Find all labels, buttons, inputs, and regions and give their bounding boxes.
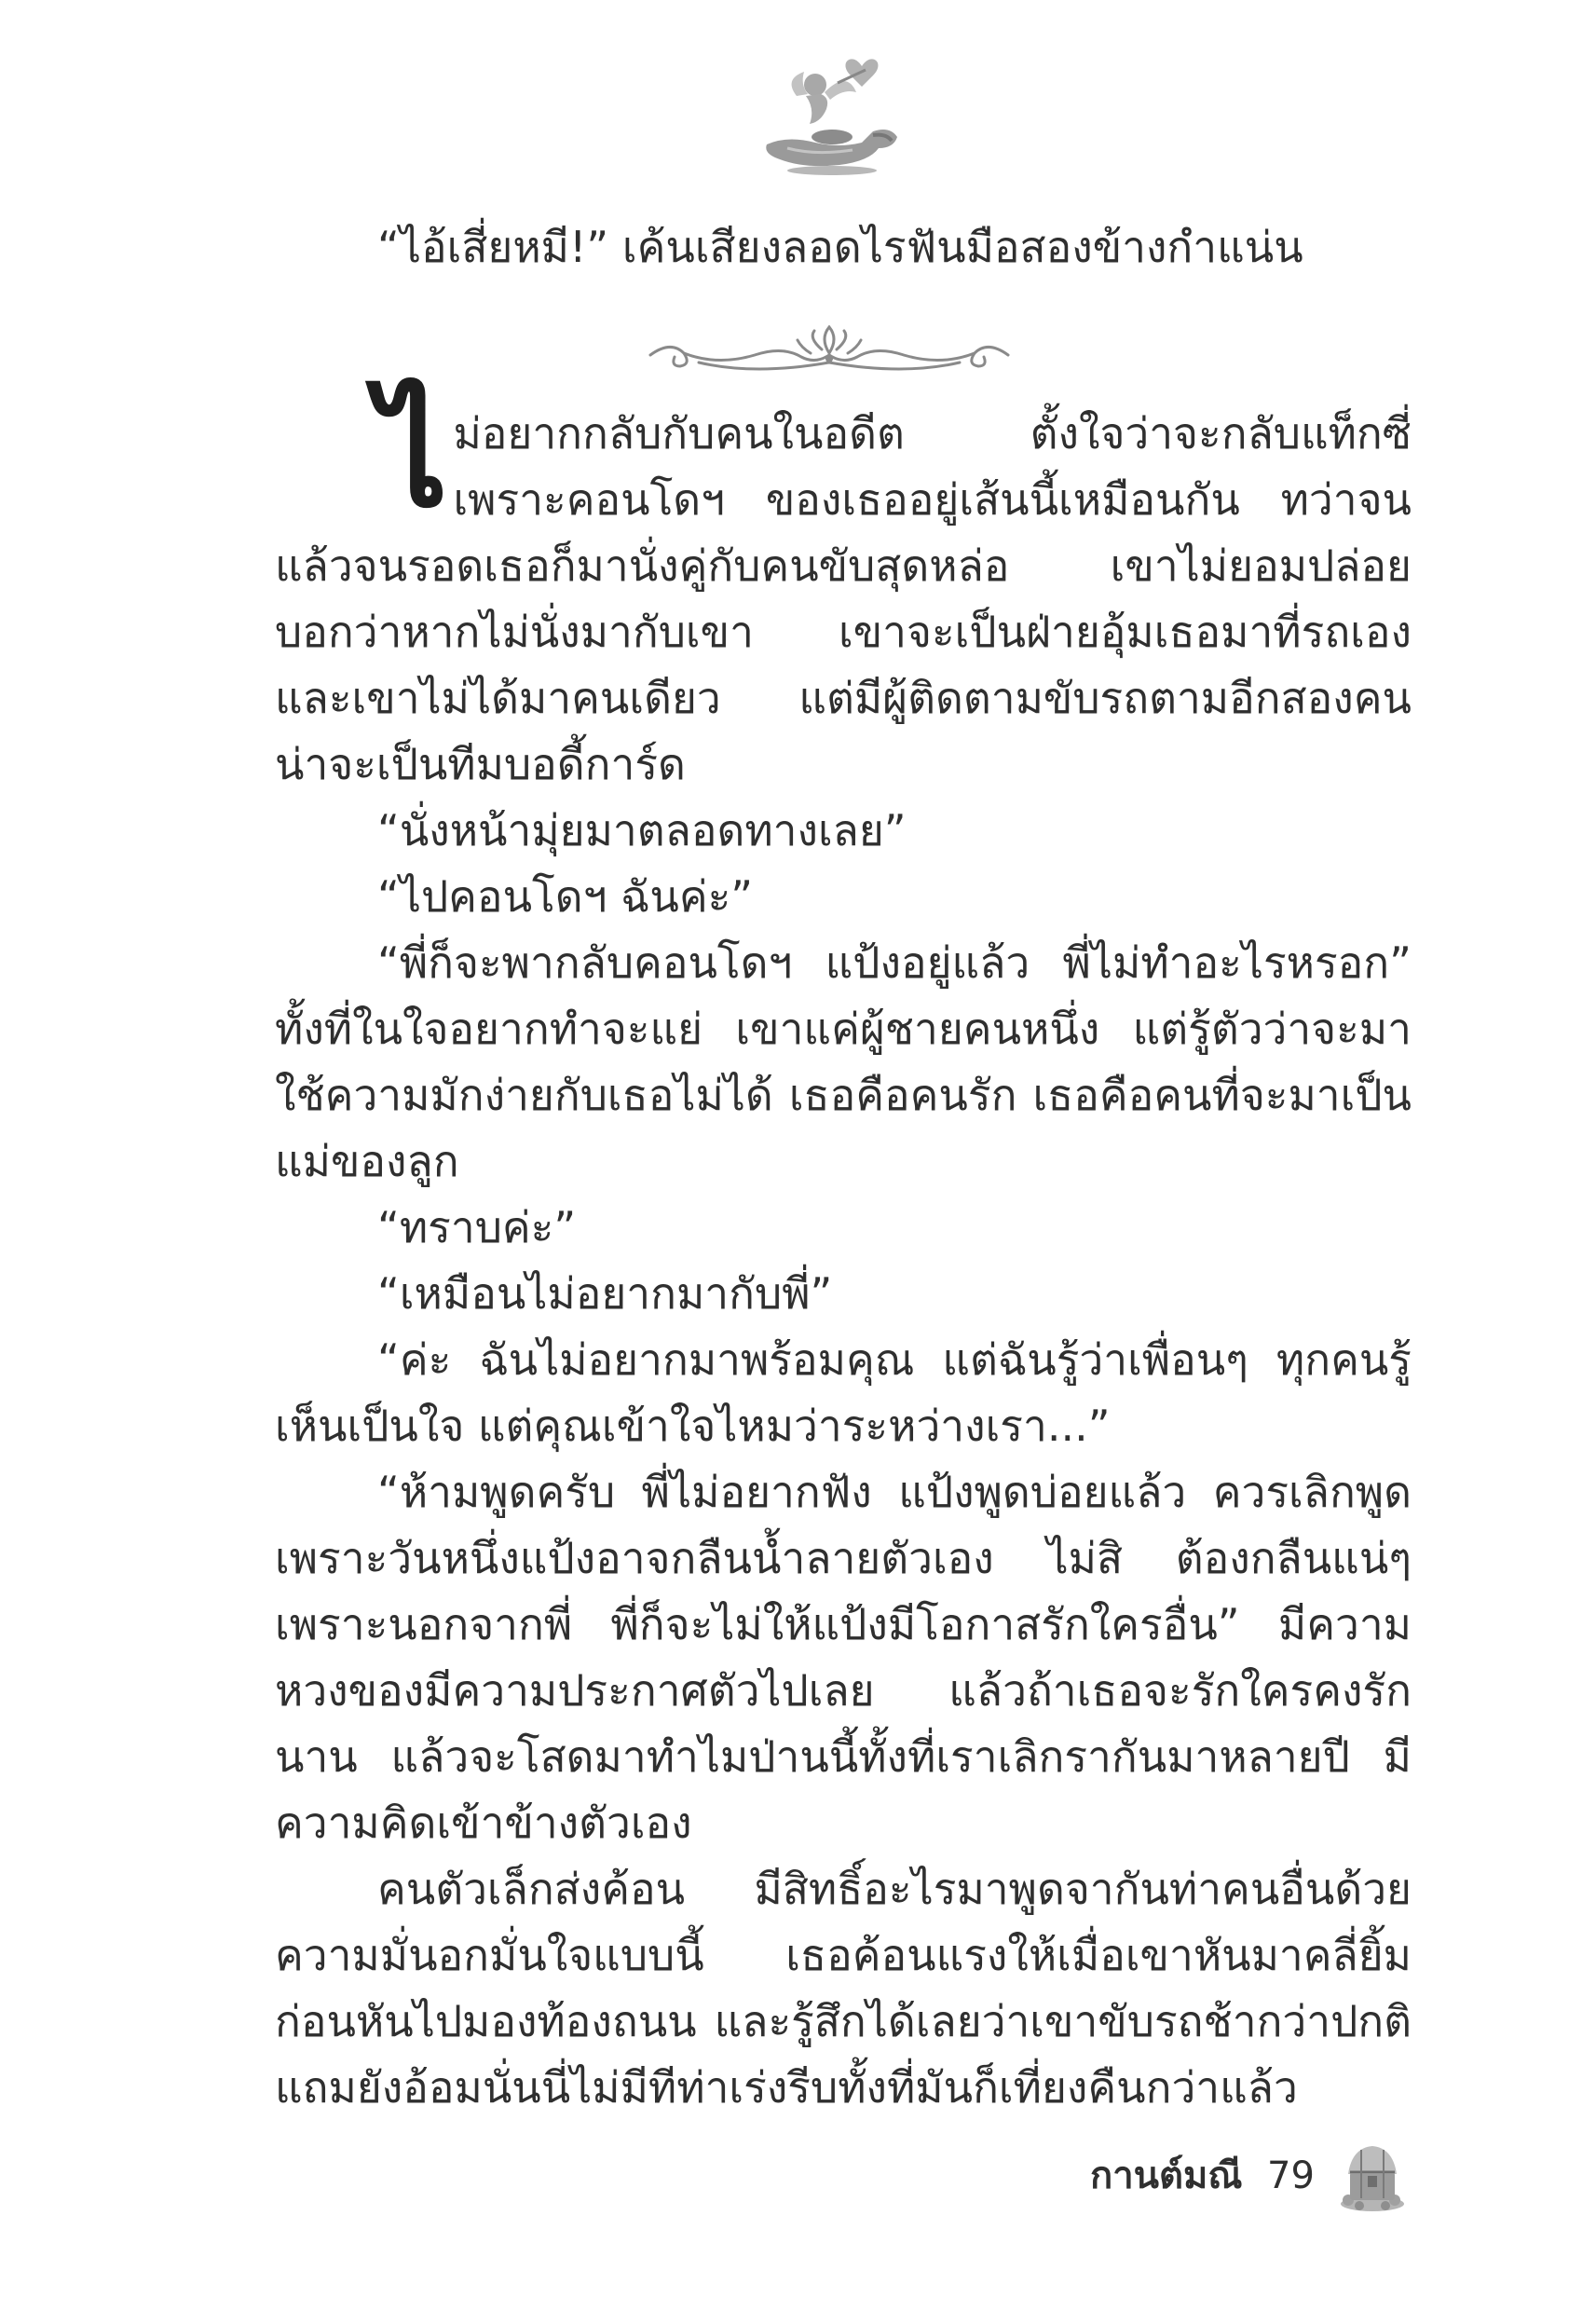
page-number: 79 [1267, 2154, 1315, 2197]
paragraph: “เหมือนไม่อยากมากับพี่” [377, 1268, 833, 1319]
teapot-cupid-ornament [750, 51, 908, 177]
paragraph: “ไปคอนโดฯ ฉันค่ะ” [377, 871, 754, 922]
treasure-chest-ornament [1337, 2139, 1407, 2213]
paragraph: “ห้ามพูดครับ พี่ไม่อยากฟัง แป้งพูดบ่อยแล้ว ควรเลิกพูดเพราะวันหนึ่งแป้งอาจกลืนน้ำลายตัวเอง ไม่สิ ต้องกลืนแน่ๆ เพราะนอกจากพี่ พี่ก็จะไม่ให้แป้งมีโอกาสรักใครอื่น” มีความหวงของมีความประกาศตัวไปเลย แล้วถ้าเธอจะรักใครคงรักนาน แล้วจะโสดมาทำไมป่านนี้ทั้งที่เราเลิกรากันมาหลายปี มีความคิดเข้าข้างตัวเอง [275, 1467, 1412, 1848]
paragraph: “นั่งหน้ามุ่ยมาตลอดทางเลย” [377, 805, 907, 855]
paragraph: “ทราบค่ะ” [377, 1202, 577, 1252]
drop-cap: ไ [377, 375, 448, 539]
flourish-divider [643, 321, 1016, 387]
paragraph [275, 375, 1412, 798]
opening-line: “ไอ้เสี่ยหมี!” เค้นเสียงลอดไรฟันมือสองข้างกำแน่น [377, 222, 1303, 272]
paragraph: “พี่ก็จะพากลับคอนโดฯ แป้งอยู่แล้ว พี่ไม่ทำอะไรหรอก” ทั้งที่ในใจอยากทำจะแย่ เขาแค่ผู้ชายคนหนึ่ง แต่รู้ตัวว่าจะมาใช้ความมักง่ายกับเธอไม่ได้ เธอคือคนรัก เธอคือคนที่จะมาเป็นแม่ของลูก [275, 937, 1412, 1186]
paragraph-text: ม่อยากกลับกับคนในอดีต ตั้งใจว่าจะกลับแท็กซี่ เพราะคอนโดฯ ของเธออยู่เส้นนี้เหมือนกัน ทว่าจนแล้วจนรอดเธอก็มานั่งคู่กับคนขับสุดหล่อ เขาไม่ยอมปล่อย บอกว่าหากไม่นั่งมากับเขา เขาจะเป็นฝ่ายอุ้มเธอมาที่รถเอง และเขาไม่ได้มาคนเดียว แต่มีผู้ติดตามขับรถตามอีกสองคน น่าจะเป็นทีมบอดี้การ์ด [275, 408, 1412, 789]
paragraph: คนตัวเล็กส่งค้อน มีสิทธิ์อะไรมาพูดจากันท่าคนอื่นด้วยความมั่นอกมั่นใจแบบนี้ เธอค้อนแรงให้เมื่อเขาหันมาคลี่ยิ้มก่อนหันไปมองท้องถนน และรู้สึกได้เลยว่าเขาขับรถช้ากว่าปกติ แถมยังอ้อมนั่นนี่ไม่มีทีท่าเร่งรีบทั้งที่มันก็เที่ยงคืนกว่าแล้ว [275, 1864, 1412, 2113]
body-text [275, 375, 1412, 2121]
running-title: กานต์มณี [1090, 2154, 1243, 2197]
paragraph: “ค่ะ ฉันไม่อยากมาพร้อมคุณ แต่ฉันรู้ว่าเพื่อนๆ ทุกคนรู้เห็นเป็นใจ แต่คุณเข้าใจไหมว่าระหว่างเรา...” [275, 1334, 1412, 1451]
page-footer [1090, 2134, 1407, 2218]
